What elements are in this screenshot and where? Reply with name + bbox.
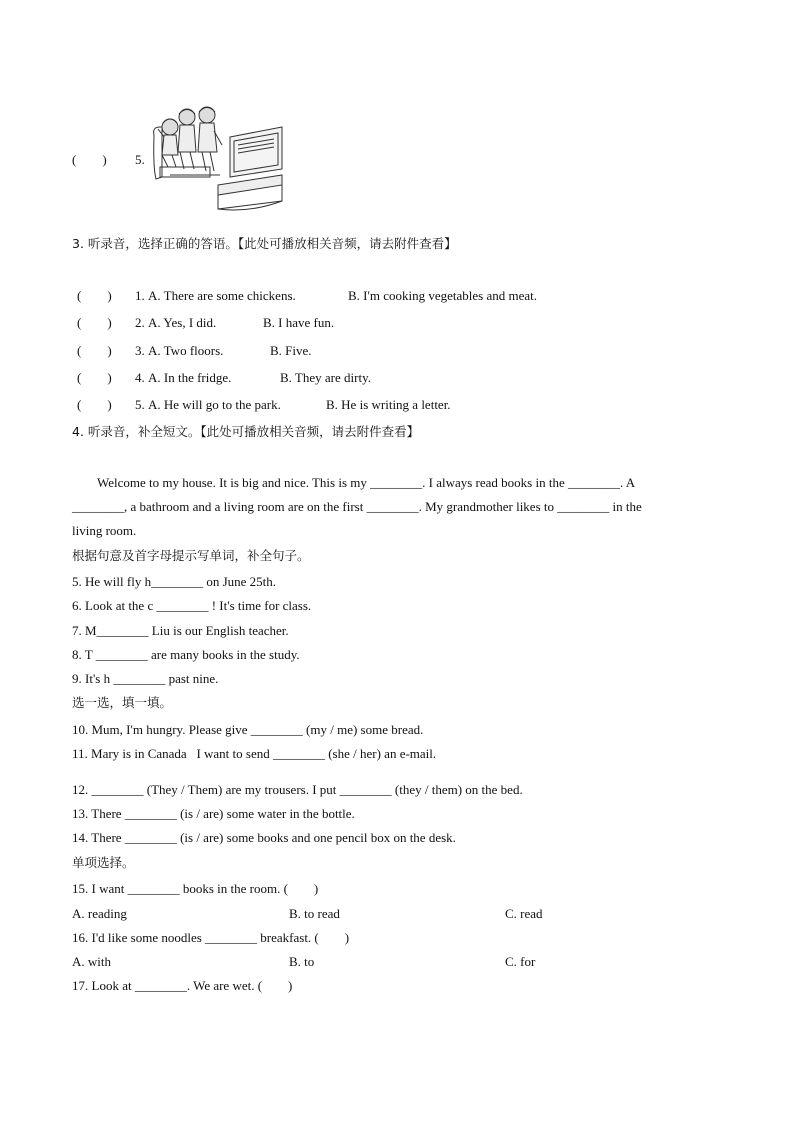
answer-paren[interactable]: ( ) (77, 370, 112, 385)
question-stem: 17. Look at ________. We are wet. ( ) (72, 978, 293, 993)
item-number: 1. (135, 288, 145, 303)
answer-paren[interactable]: ( ) (77, 397, 112, 412)
option-a: A. There are some chickens. (148, 288, 296, 303)
option-a[interactable]: A. reading (72, 906, 127, 921)
question-line: 6. Look at the c ________ ! It's time for class. (72, 598, 312, 613)
item-number: 4. (135, 370, 145, 385)
question-line: 8. T ________ are many books in the study. (72, 647, 300, 662)
section-4-title: 4. 听录音，补全短文。【此处可播放相关音频，请去附件查看】 (72, 424, 420, 439)
answer-paren[interactable]: ( ) (72, 152, 107, 167)
option-b[interactable]: B. to (289, 954, 315, 969)
option-a: A. In the fridge. (148, 370, 232, 385)
option-b: B. They are dirty. (280, 370, 371, 385)
item-number: 5. (135, 397, 145, 412)
option-a[interactable]: A. with (72, 954, 111, 969)
option-a: A. He will go to the park. (148, 397, 281, 412)
passage-line: Welcome to my house. It is big and nice. This is my ________. I always read books in the ________. A (97, 475, 636, 490)
option-c[interactable]: C. read (505, 906, 543, 921)
question-line: 14. There ________ (is / are) some books and one pencil box on the desk. (72, 830, 456, 845)
family-watching-tv-illustration (150, 97, 285, 215)
question-stem: 15. I want ________ books in the room. ( ) (72, 881, 319, 896)
question-line: 11. Mary is in Canada I want to send ________ (she / her) an e-mail. (72, 746, 437, 761)
answer-paren[interactable]: ( ) (77, 315, 112, 330)
option-c[interactable]: C. for (505, 954, 536, 969)
question-line: 5. He will fly h________ on June 25th. (72, 574, 277, 589)
passage-line: living room. (72, 523, 137, 538)
answer-paren[interactable]: ( ) (77, 343, 112, 358)
question-line: 7. M________ Liu is our English teacher. (72, 623, 289, 638)
option-b: B. Five. (270, 343, 312, 358)
option-b[interactable]: B. to read (289, 906, 340, 921)
question-line: 13. There ________ (is / are) some water in the bottle. (72, 806, 355, 821)
passage-line: ________, a bathroom and a living room are on the first ________. My grandmother likes to ________ in the (72, 499, 642, 514)
item-number: 2. (135, 315, 145, 330)
question-number: 5. (135, 152, 145, 167)
question-stem: 16. I'd like some noodles ________ breakfast. ( ) (72, 930, 350, 945)
section-3-title: 3. 听录音，选择正确的答语。【此处可播放相关音频，请去附件查看】 (72, 236, 457, 251)
option-b: B. I have fun. (263, 315, 335, 330)
question-line: 9. It's h ________ past nine. (72, 671, 219, 686)
question-line: 10. Mum, I'm hungry. Please give ________ (my / me) some bread. (72, 722, 424, 737)
section-choose-title: 选一选，填一填。 (72, 695, 173, 710)
section-single-title: 单项选择。 (72, 855, 135, 870)
option-a: A. Yes, I did. (148, 315, 217, 330)
option-a: A. Two floors. (148, 343, 224, 358)
item-number: 3. (135, 343, 145, 358)
option-b: B. He is writing a letter. (326, 397, 451, 412)
answer-paren[interactable]: ( ) (77, 288, 112, 303)
option-b: B. I'm cooking vegetables and meat. (348, 288, 537, 303)
section-word-title: 根据句意及首字母提示写单词，补全句子。 (72, 548, 310, 563)
question-line: 12. ________ (They / Them) are my trousers. I put ________ (they / them) on the bed. (72, 782, 523, 797)
